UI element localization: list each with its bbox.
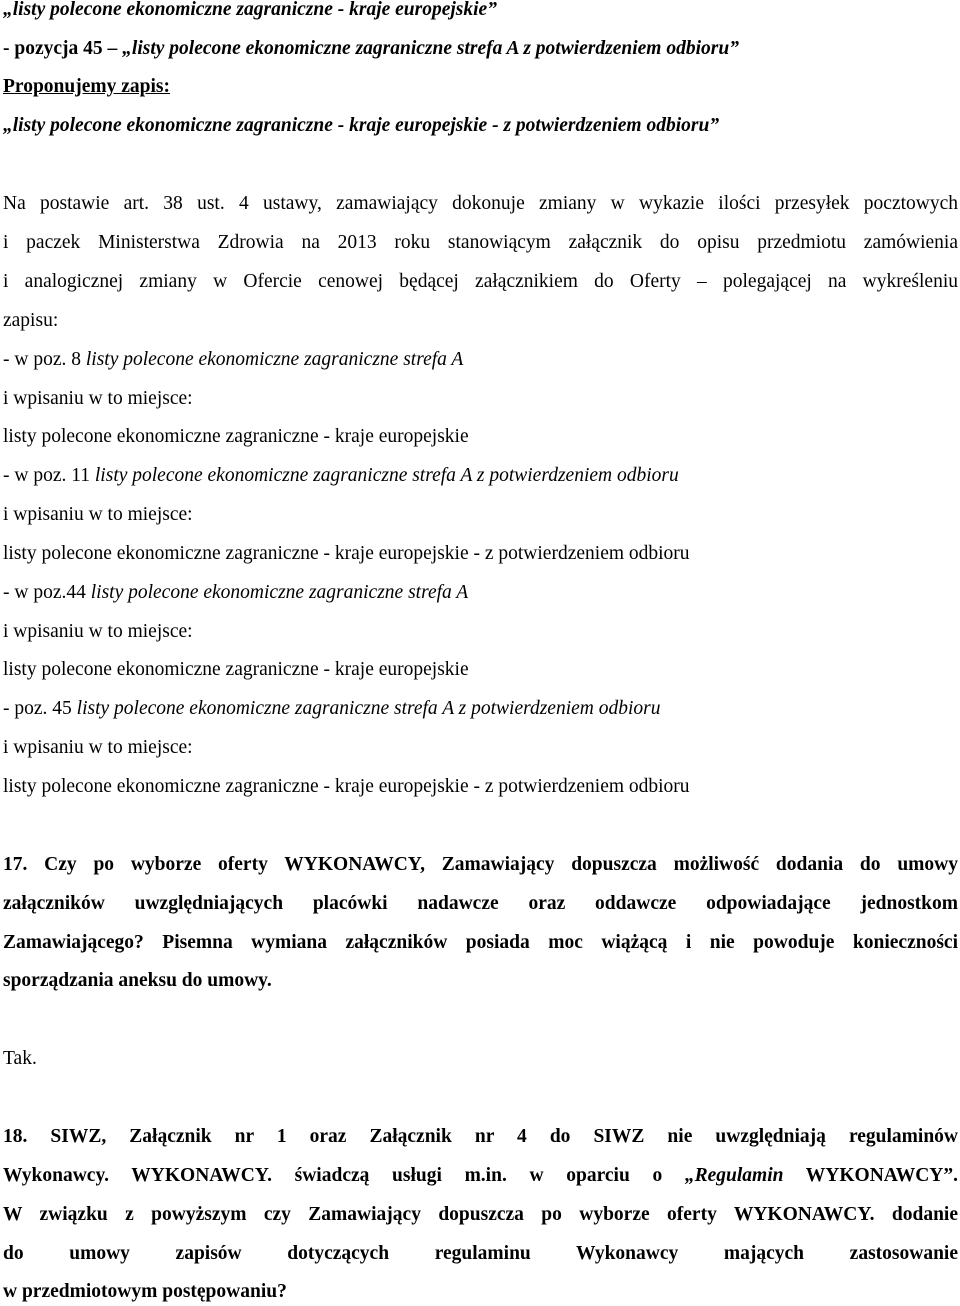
change-1-replacement: listy polecone ekonomiczne zagraniczne - kraje europejskie: [3, 426, 469, 447]
change-2-line: [3, 464, 958, 488]
change-4-line: [3, 697, 958, 721]
change-1-prefix: - w poz. 8: [3, 349, 86, 370]
question-18-line-2-suffix: WYKONAWCY”.: [783, 1165, 959, 1186]
top-line-1: „listy polecone ekonomiczne zagraniczne - kraje europejskie”: [3, 0, 497, 20]
change-3-prefix: - w poz.44: [3, 582, 91, 603]
proposal-label: Proponujemy zapis:: [3, 76, 171, 97]
change-3-removed: listy polecone ekonomiczne zagraniczne strefa A: [90, 582, 469, 603]
top-line-2: [3, 37, 958, 61]
question-17-line-3: Zamawiającego? Pisemna wymiana załączników posiada moc wiążącą i nie powoduje konieczności: [3, 932, 958, 953]
change-4-removed: listy polecone ekonomiczne zagraniczne strefa A z potwierdzeniem odbioru: [76, 698, 661, 719]
change-4-insert-label: i wpisaniu w to miejsce:: [3, 737, 193, 758]
change-4-replacement: listy polecone ekonomiczne zagraniczne - kraje europejskie - z potwierdzeniem odbioru: [3, 776, 690, 797]
question-18-line-4: do umowy zapisów dotyczących regulaminu Wykonawcy mających zastosowanie: [3, 1243, 958, 1264]
basis-line-4: zapisu:: [3, 310, 59, 331]
change-2-insert-label: i wpisaniu w to miejsce:: [3, 504, 193, 525]
question-18-line-5: w przedmiotowym postępowaniu?: [3, 1281, 287, 1302]
question-18-line-1: 18. SIWZ, Załącznik nr 1 oraz Załącznik nr 4 do SIWZ nie uwzględniają regulaminów: [3, 1126, 958, 1147]
question-18-line-3: W związku z powyższym czy Zamawiający dopuszcza po wyborze oferty WYKONAWCY. dodanie: [3, 1204, 958, 1225]
question-18-line-2-italic: „Regulamin: [684, 1165, 784, 1186]
basis-line-1: Na postawie art. 38 ust. 4 ustawy, zamawiający dokonuje zmiany w wykazie ilości przesyłek pocztowych: [3, 193, 958, 214]
change-2-prefix: - w poz. 11: [3, 465, 95, 486]
change-3-replacement: listy polecone ekonomiczne zagraniczne - kraje europejskie: [3, 659, 469, 680]
top-line-2-italic: „listy polecone ekonomiczne zagraniczne strefa A z potwierdzeniem odbioru”: [122, 38, 739, 59]
basis-line-2: i paczek Ministerstwa Zdrowia na 2013 roku stanowiącym załącznik do opisu przedmiotu zamówienia: [3, 232, 958, 253]
top-line-2-prefix: - pozycja 45 –: [3, 38, 123, 59]
question-17-line-1: 17. Czy po wyborze oferty WYKONAWCY, Zamawiający dopuszcza możliwość dodania do umowy: [3, 854, 958, 875]
change-1-removed: listy polecone ekonomiczne zagraniczne strefa A: [85, 349, 464, 370]
change-3-insert-label: i wpisaniu w to miejsce:: [3, 621, 193, 642]
change-3-line: [3, 581, 958, 605]
question-18-line-2: [3, 1164, 958, 1188]
question-17-line-2: załączników uwzględniających placówki nadawcze oraz oddawcze odpowiadające jednostkom: [3, 893, 958, 914]
question-17-line-4: sporządzania aneksu do umowy.: [3, 970, 272, 991]
change-1-line: [3, 348, 958, 372]
proposal-text: „listy polecone ekonomiczne zagraniczne - kraje europejskie - z potwierdzeniem odbioru”: [3, 115, 720, 136]
change-1-insert-label: i wpisaniu w to miejsce:: [3, 388, 193, 409]
question-18-line-2-prefix: Wykonawcy. WYKONAWCY. świadczą usługi m.in. w oparciu o: [3, 1165, 685, 1186]
answer-17: Tak.: [3, 1048, 37, 1069]
change-2-replacement: listy polecone ekonomiczne zagraniczne - kraje europejskie - z potwierdzeniem odbioru: [3, 543, 690, 564]
basis-line-3: i analogicznej zmiany w Ofercie cenowej będącej załącznikiem do Oferty – polegającej na wykreśleniu: [3, 271, 958, 292]
change-2-removed: listy polecone ekonomiczne zagraniczne strefa A z potwierdzeniem odbioru: [94, 465, 679, 486]
change-4-prefix: - poz. 45: [3, 698, 77, 719]
